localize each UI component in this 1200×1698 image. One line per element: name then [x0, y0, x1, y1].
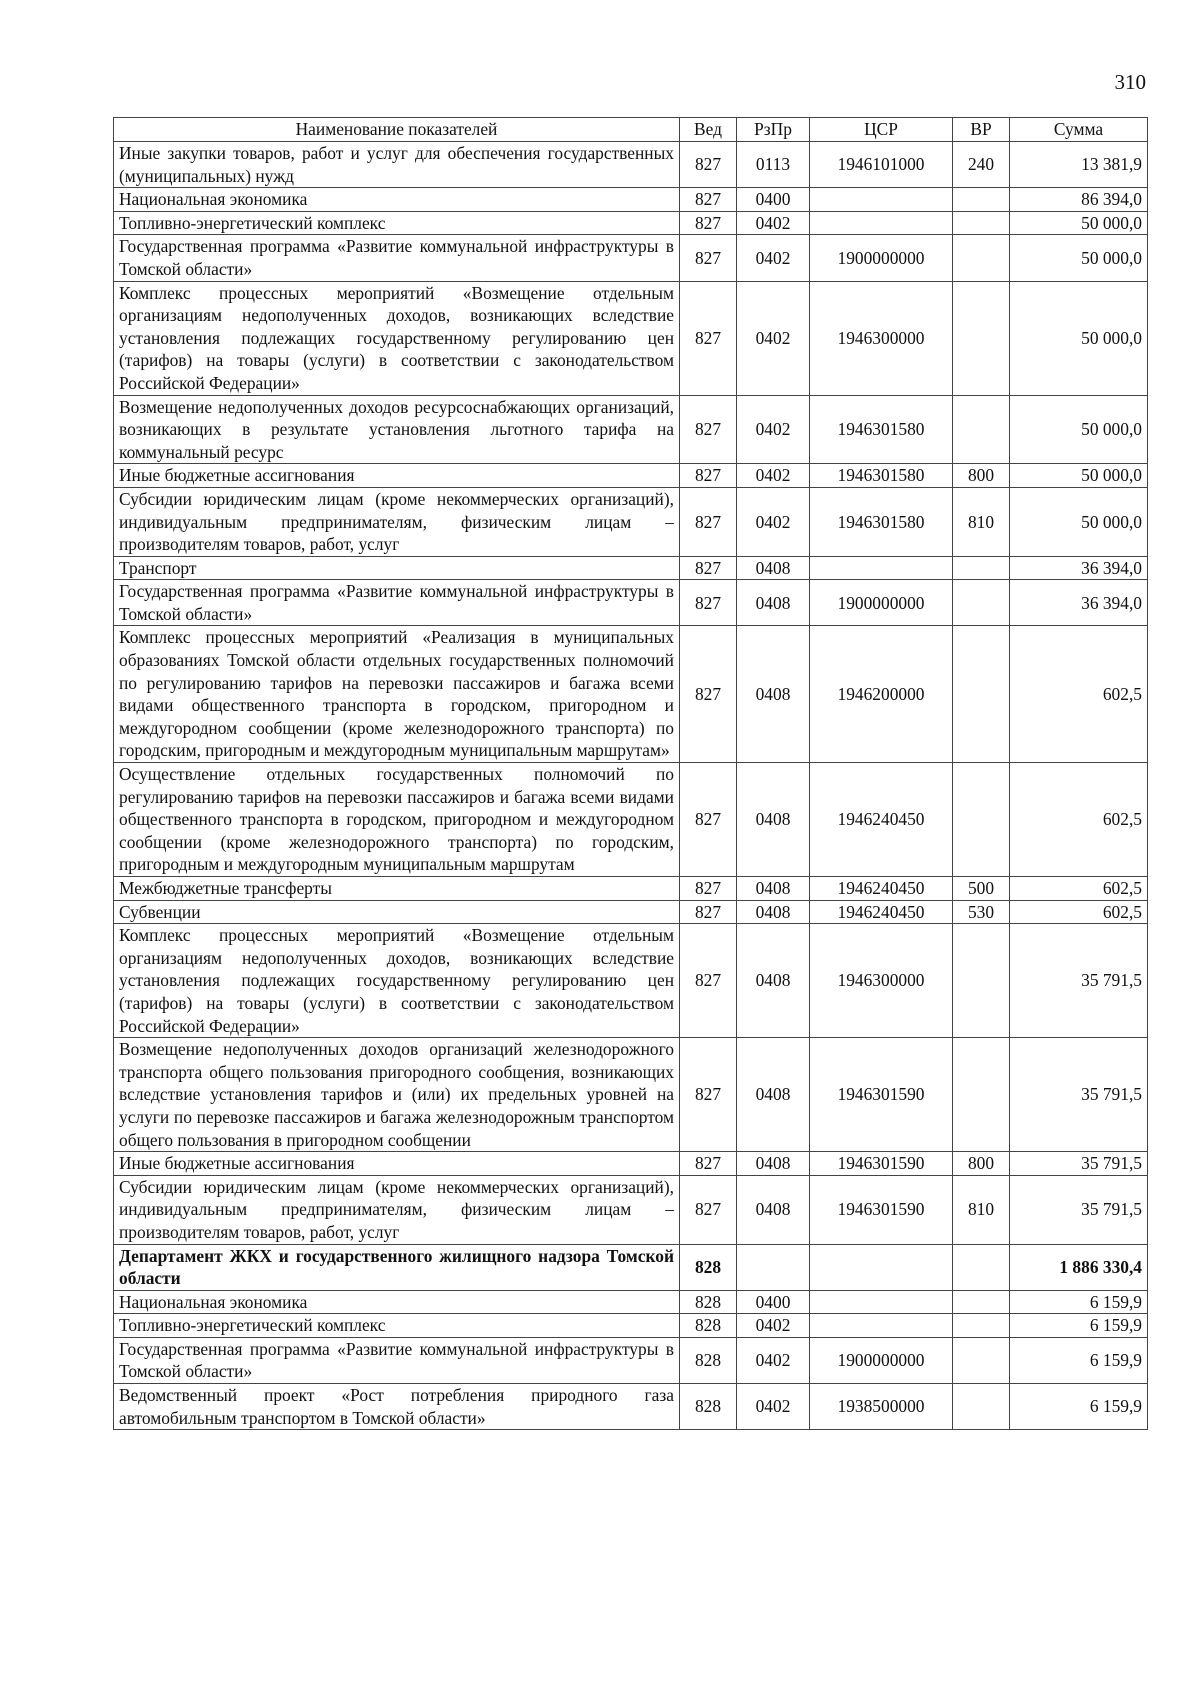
budget-table: [113, 117, 1148, 1430]
row-rzpr-cell: 0402: [737, 487, 810, 556]
table-row: [114, 1152, 1148, 1176]
row-vr-cell: [953, 395, 1010, 464]
row-ved-cell: 828: [680, 1244, 737, 1290]
row-csr-cell: [810, 1290, 953, 1314]
row-sum-cell: 602,5: [1010, 763, 1148, 877]
row-rzpr-cell: 0402: [737, 395, 810, 464]
row-vr-cell: [953, 235, 1010, 281]
row-sum-cell: 602,5: [1010, 900, 1148, 924]
row-csr-cell: 1946240450: [810, 900, 953, 924]
row-name-cell: Субсидии юридическим лицам (кроме некоммерческих организаций), индивидуальным предпринимателям, физическим лицам – производителям товаров, работ, услуг: [114, 1175, 680, 1244]
row-rzpr-cell: 0402: [737, 1384, 810, 1430]
row-name-cell: Комплекс процессных мероприятий «Возмещение отдельным организациям недополученных доходов, возникающих вследствие установления подлежащих государственному регулированию цен (тарифов) на товары (услуги) в соответствии с законодательством Российской Федерации»: [114, 281, 680, 395]
row-vr-cell: 530: [953, 900, 1010, 924]
row-csr-cell: 1946301590: [810, 1175, 953, 1244]
row-sum-cell: 50 000,0: [1010, 211, 1148, 235]
row-csr-cell: 1946301580: [810, 487, 953, 556]
row-ved-cell: 828: [680, 1337, 737, 1383]
row-vr-cell: [953, 211, 1010, 235]
table-row: [114, 1038, 1148, 1152]
row-csr-cell: 1946300000: [810, 281, 953, 395]
column-header-rzpr: РзПр: [737, 118, 810, 142]
table-row: [114, 580, 1148, 626]
row-name-cell: Иные бюджетные ассигнования: [114, 464, 680, 488]
table-header-row: [114, 118, 1148, 142]
row-ved-cell: 827: [680, 1175, 737, 1244]
column-header-ved: Вед: [680, 118, 737, 142]
row-rzpr-cell: 0408: [737, 924, 810, 1038]
table-row: [114, 235, 1148, 281]
row-ved-cell: 827: [680, 763, 737, 877]
table-row: [114, 487, 1148, 556]
row-vr-cell: [953, 281, 1010, 395]
row-ved-cell: 827: [680, 556, 737, 580]
table-row: [114, 1175, 1148, 1244]
row-sum-cell: 35 791,5: [1010, 924, 1148, 1038]
table-row: [114, 464, 1148, 488]
row-ved-cell: 827: [680, 1038, 737, 1152]
row-rzpr-cell: 0400: [737, 1290, 810, 1314]
row-name-cell: Иные закупки товаров, работ и услуг для обеспечения государственных (муниципальных) нужд: [114, 142, 680, 188]
row-name-cell: Субсидии юридическим лицам (кроме некоммерческих организаций), индивидуальным предпринимателям, физическим лицам – производителям товаров, работ, услуг: [114, 487, 680, 556]
row-ved-cell: 827: [680, 877, 737, 901]
row-sum-cell: 86 394,0: [1010, 188, 1148, 212]
row-csr-cell: 1900000000: [810, 235, 953, 281]
table-row: [114, 626, 1148, 763]
row-ved-cell: 827: [680, 142, 737, 188]
table-row: [114, 924, 1148, 1038]
row-sum-cell: 13 381,9: [1010, 142, 1148, 188]
table-row: [114, 1337, 1148, 1383]
row-vr-cell: [953, 1384, 1010, 1430]
row-ved-cell: 827: [680, 1152, 737, 1176]
row-ved-cell: 828: [680, 1290, 737, 1314]
row-rzpr-cell: 0402: [737, 1337, 810, 1383]
row-rzpr-cell: 0408: [737, 1152, 810, 1176]
row-name-cell: Национальная экономика: [114, 188, 680, 212]
row-vr-cell: [953, 188, 1010, 212]
row-name-cell: Субвенции: [114, 900, 680, 924]
row-rzpr-cell: 0402: [737, 464, 810, 488]
table-row: [114, 556, 1148, 580]
row-vr-cell: 500: [953, 877, 1010, 901]
row-sum-cell: 35 791,5: [1010, 1152, 1148, 1176]
row-vr-cell: [953, 1038, 1010, 1152]
row-sum-cell: 6 159,9: [1010, 1384, 1148, 1430]
row-vr-cell: [953, 1337, 1010, 1383]
row-csr-cell: 1900000000: [810, 580, 953, 626]
row-name-cell: Государственная программа «Развитие коммунальной инфраструктуры в Томской области»: [114, 235, 680, 281]
table-row: [114, 1384, 1148, 1430]
table-row: [114, 281, 1148, 395]
row-sum-cell: 36 394,0: [1010, 556, 1148, 580]
row-rzpr-cell: 0408: [737, 900, 810, 924]
row-vr-cell: [953, 580, 1010, 626]
row-ved-cell: 827: [680, 626, 737, 763]
row-name-cell: Государственная программа «Развитие коммунальной инфраструктуры в Томской области»: [114, 580, 680, 626]
table-row: [114, 877, 1148, 901]
row-sum-cell: 602,5: [1010, 626, 1148, 763]
row-csr-cell: [810, 1314, 953, 1338]
row-sum-cell: 50 000,0: [1010, 235, 1148, 281]
row-name-cell: Государственная программа «Развитие коммунальной инфраструктуры в Томской области»: [114, 1337, 680, 1383]
row-csr-cell: 1946200000: [810, 626, 953, 763]
row-csr-cell: [810, 211, 953, 235]
row-csr-cell: 1946301590: [810, 1038, 953, 1152]
table-row: [114, 1244, 1148, 1290]
row-sum-cell: 50 000,0: [1010, 487, 1148, 556]
row-ved-cell: 827: [680, 580, 737, 626]
row-vr-cell: [953, 1314, 1010, 1338]
row-sum-cell: 35 791,5: [1010, 1038, 1148, 1152]
row-rzpr-cell: 0402: [737, 281, 810, 395]
row-csr-cell: 1946240450: [810, 877, 953, 901]
row-vr-cell: 800: [953, 1152, 1010, 1176]
row-csr-cell: 1946240450: [810, 763, 953, 877]
row-vr-cell: [953, 626, 1010, 763]
row-ved-cell: 827: [680, 900, 737, 924]
row-name-cell: Ведомственный проект «Рост потребления природного газа автомобильным транспортом в Томской области»: [114, 1384, 680, 1430]
row-csr-cell: 1946300000: [810, 924, 953, 1038]
row-vr-cell: 800: [953, 464, 1010, 488]
column-header-vr: ВР: [953, 118, 1010, 142]
row-rzpr-cell: 0408: [737, 1175, 810, 1244]
table-row: [114, 1314, 1148, 1338]
row-name-cell: Национальная экономика: [114, 1290, 680, 1314]
row-rzpr-cell: 0408: [737, 763, 810, 877]
row-ved-cell: 827: [680, 395, 737, 464]
row-vr-cell: 240: [953, 142, 1010, 188]
row-name-cell: Транспорт: [114, 556, 680, 580]
row-vr-cell: [953, 763, 1010, 877]
row-ved-cell: 827: [680, 211, 737, 235]
row-csr-cell: 1900000000: [810, 1337, 953, 1383]
row-vr-cell: 810: [953, 1175, 1010, 1244]
table-row: [114, 142, 1148, 188]
row-rzpr-cell: 0402: [737, 211, 810, 235]
row-sum-cell: 602,5: [1010, 877, 1148, 901]
row-csr-cell: 1946101000: [810, 142, 953, 188]
row-rzpr-cell: 0113: [737, 142, 810, 188]
row-sum-cell: 50 000,0: [1010, 281, 1148, 395]
table-row: [114, 1290, 1148, 1314]
row-name-cell: Топливно-энергетический комплекс: [114, 211, 680, 235]
row-name-cell: Осуществление отдельных государственных полномочий по регулированию тарифов на перевозки пассажиров и багажа всеми видами общественного транспорта в городском, пригородном и междугородном сообщении (кроме железнодорожного транспорта) по городским, пригородным и междугородным муниципальным маршрутам: [114, 763, 680, 877]
row-ved-cell: 827: [680, 188, 737, 212]
table-row: [114, 395, 1148, 464]
row-rzpr-cell: 0408: [737, 877, 810, 901]
row-ved-cell: 827: [680, 464, 737, 488]
row-rzpr-cell: 0408: [737, 626, 810, 763]
row-vr-cell: 810: [953, 487, 1010, 556]
row-name-cell: Комплекс процессных мероприятий «Реализация в муниципальных образованиях Томской области отдельных государственных полномочий по регулированию тарифов на перевозки пассажиров и багажа всеми видами общественного транспорта в городском, пригородном и междугородном сообщении (кроме железнодорожного транспорта) по городским, пригородным и междугородным муниципальным маршрутам»: [114, 626, 680, 763]
row-vr-cell: [953, 556, 1010, 580]
row-rzpr-cell: 0400: [737, 188, 810, 212]
row-csr-cell: [810, 1244, 953, 1290]
row-rzpr-cell: 0402: [737, 235, 810, 281]
page-number: 310: [1114, 70, 1146, 94]
column-header-csr: ЦСР: [810, 118, 953, 142]
row-rzpr-cell: [737, 1244, 810, 1290]
row-sum-cell: 35 791,5: [1010, 1175, 1148, 1244]
row-csr-cell: [810, 556, 953, 580]
row-rzpr-cell: 0408: [737, 1038, 810, 1152]
table-row: [114, 900, 1148, 924]
row-name-cell: Межбюджетные трансферты: [114, 877, 680, 901]
row-name-cell: Топливно-энергетический комплекс: [114, 1314, 680, 1338]
row-sum-cell: 6 159,9: [1010, 1314, 1148, 1338]
row-name-cell: Департамент ЖКХ и государственного жилищного надзора Томской области: [114, 1244, 680, 1290]
row-rzpr-cell: 0408: [737, 556, 810, 580]
row-csr-cell: 1946301590: [810, 1152, 953, 1176]
table-row: [114, 763, 1148, 877]
column-header-name: Наименование показателей: [114, 118, 680, 142]
row-rzpr-cell: 0408: [737, 580, 810, 626]
row-ved-cell: 827: [680, 281, 737, 395]
table-row: [114, 188, 1148, 212]
row-name-cell: Комплекс процессных мероприятий «Возмещение отдельным организациям недополученных доходов, возникающих вследствие установления подлежащих государственному регулированию цен (тарифов) на товары (услуги) в соответствии с законодательством Российской Федерации»: [114, 924, 680, 1038]
row-ved-cell: 827: [680, 235, 737, 281]
row-ved-cell: 828: [680, 1384, 737, 1430]
table-body: [114, 142, 1148, 1430]
row-name-cell: Иные бюджетные ассигнования: [114, 1152, 680, 1176]
row-sum-cell: 36 394,0: [1010, 580, 1148, 626]
row-name-cell: Возмещение недополученных доходов ресурсоснабжающих организаций, возникающих в результате установления льготного тарифа на коммунальный ресурс: [114, 395, 680, 464]
row-ved-cell: 828: [680, 1314, 737, 1338]
row-vr-cell: [953, 1290, 1010, 1314]
row-csr-cell: 1938500000: [810, 1384, 953, 1430]
row-ved-cell: 827: [680, 487, 737, 556]
row-csr-cell: 1946301580: [810, 464, 953, 488]
row-vr-cell: [953, 924, 1010, 1038]
column-header-sum: Сумма: [1010, 118, 1148, 142]
row-name-cell: Возмещение недополученных доходов организаций железнодорожного транспорта общего пользования пригородного сообщения, возникающих вследствие установления тарифов и (или) их предельных уровней на услуги по перевозке пассажиров и багажа железнодорожным транспортом общего пользования в пригородном сообщении: [114, 1038, 680, 1152]
row-csr-cell: [810, 188, 953, 212]
row-sum-cell: 50 000,0: [1010, 395, 1148, 464]
row-sum-cell: 6 159,9: [1010, 1337, 1148, 1383]
row-csr-cell: 1946301580: [810, 395, 953, 464]
row-vr-cell: [953, 1244, 1010, 1290]
budget-table-container: [113, 117, 1147, 1430]
row-ved-cell: 827: [680, 924, 737, 1038]
row-rzpr-cell: 0402: [737, 1314, 810, 1338]
table-row: [114, 211, 1148, 235]
row-sum-cell: 6 159,9: [1010, 1290, 1148, 1314]
row-sum-cell: 50 000,0: [1010, 464, 1148, 488]
row-sum-cell: 1 886 330,4: [1010, 1244, 1148, 1290]
